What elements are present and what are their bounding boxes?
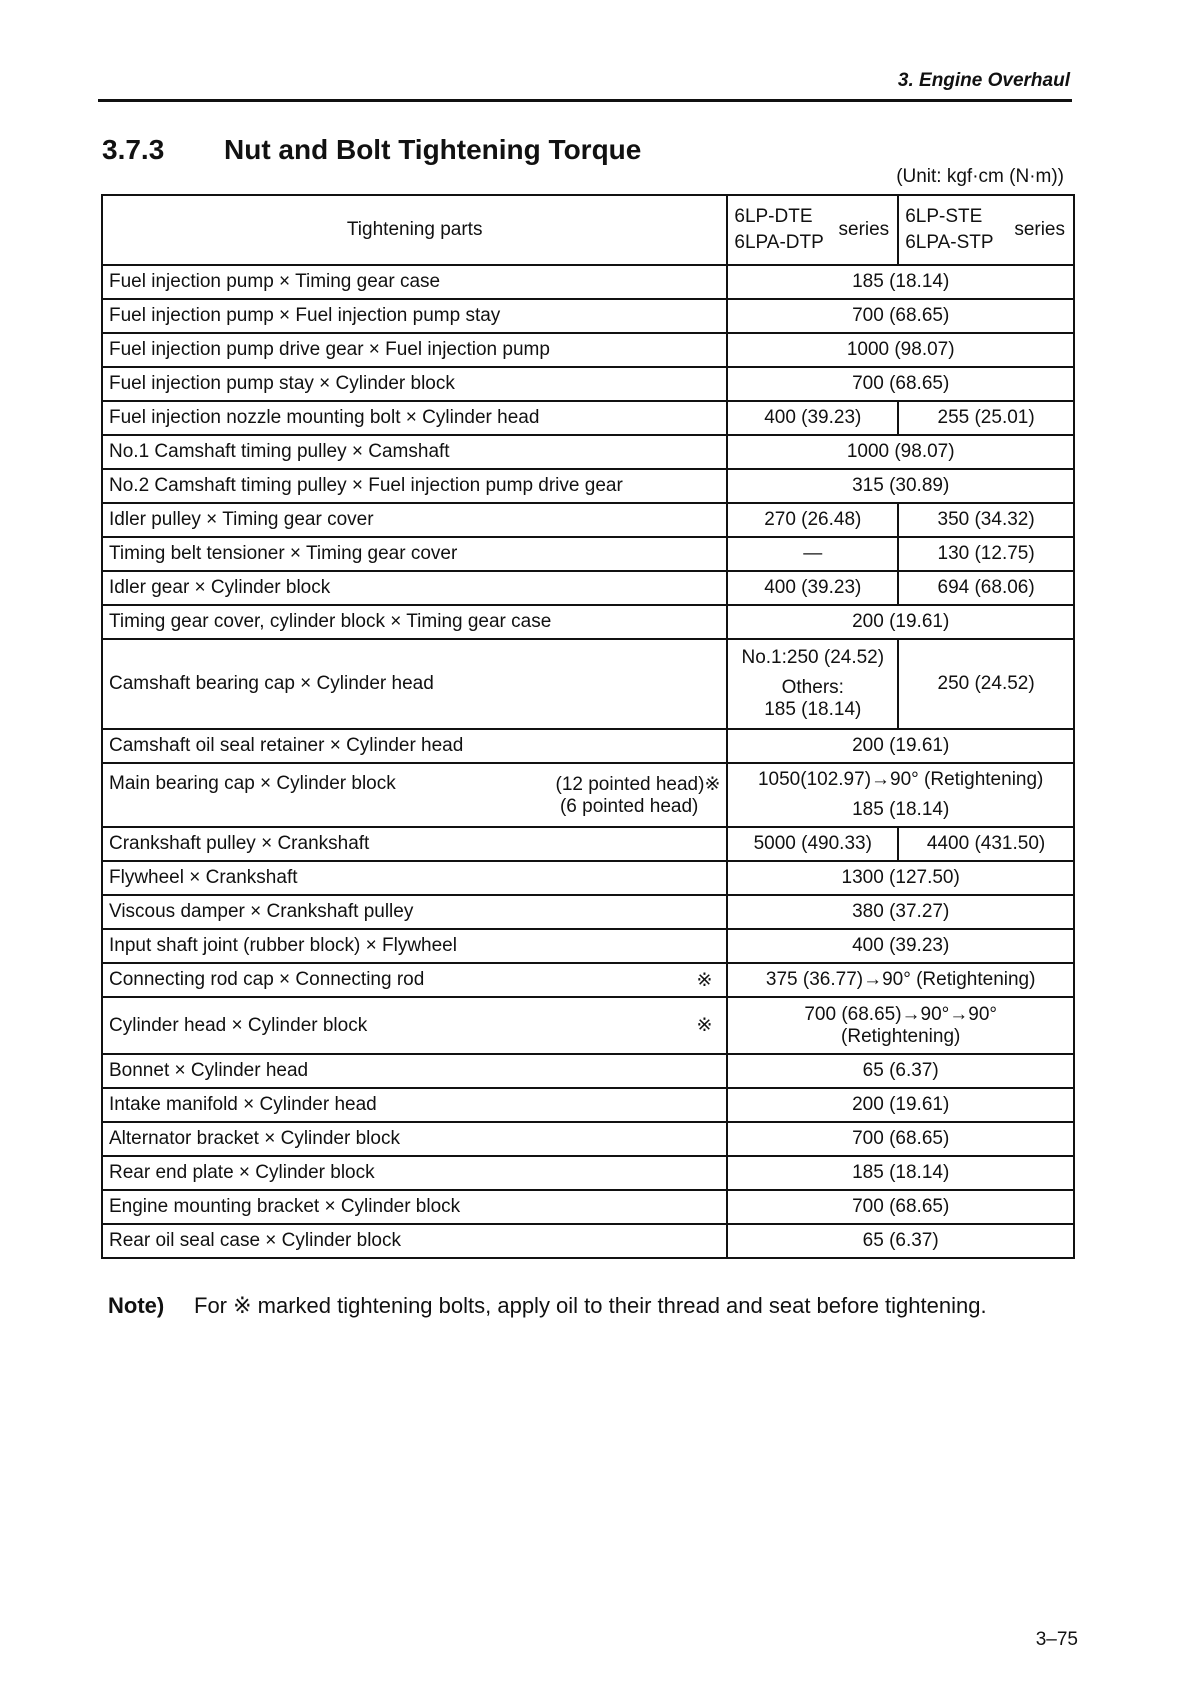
table-row [102, 503, 1074, 537]
torque-value: 185 (18.14) [727, 1156, 1074, 1190]
table-row [102, 469, 1074, 503]
table-row [102, 997, 1074, 1054]
note-label: Note) [108, 1293, 165, 1318]
part-cell: Input shaft joint (rubber block) × Flywheel [102, 929, 727, 963]
table-row [102, 895, 1074, 929]
torque-value-line1: 1050(102.97)→90° (Retightening) [757, 769, 1044, 790]
part-notes [556, 773, 721, 818]
part-cell [102, 997, 727, 1054]
torque-value-b: 250 (24.52) [898, 639, 1074, 729]
part-cell: Fuel injection pump × Timing gear case [102, 265, 727, 299]
torque-value-a: — [727, 537, 898, 571]
torque-value-a: 270 (26.48) [727, 503, 898, 537]
part-cell: Camshaft bearing cap × Cylinder head [102, 639, 727, 729]
torque-value-a: 400 (39.23) [727, 401, 898, 435]
part-name: Cylinder head × Cylinder block [109, 1014, 368, 1036]
table-row [102, 571, 1074, 605]
oil-mark: ※ [696, 1015, 713, 1036]
table-row [102, 1054, 1074, 1088]
table-row [102, 827, 1074, 861]
torque-value: 1000 (98.07) [727, 435, 1074, 469]
torque-value: 1000 (98.07) [727, 333, 1074, 367]
table-row [102, 367, 1074, 401]
section-title: Nut and Bolt Tightening Torque [224, 134, 642, 165]
table-row [102, 1088, 1074, 1122]
torque-value-b: 694 (68.06) [898, 571, 1074, 605]
table-row [102, 435, 1074, 469]
part-cell: Idler gear × Cylinder block [102, 571, 727, 605]
torque-table [101, 194, 1075, 1259]
part-cell: Engine mounting bracket × Cylinder block [102, 1190, 727, 1224]
torque-value: 200 (19.61) [727, 605, 1074, 639]
table-row [102, 729, 1074, 763]
header-series-a [727, 195, 898, 265]
part-cell: Intake manifold × Cylinder head [102, 1088, 727, 1122]
torque-value-b: 130 (12.75) [898, 537, 1074, 571]
series-a-suffix: series [838, 219, 890, 240]
part-name: Main bearing cap × Cylinder block [109, 772, 396, 794]
table-row [102, 1224, 1074, 1258]
series-a-model-1: 6LP-DTE [734, 206, 813, 227]
series-b-model-2: 6LPA-STP [905, 232, 994, 253]
part-cell: Idler pulley × Timing gear cover [102, 503, 727, 537]
torque-value [727, 763, 1074, 827]
table-row [102, 1122, 1074, 1156]
table-row [102, 639, 1074, 729]
torque-value-line2: 185 (18.14) [852, 799, 950, 820]
table-row [102, 299, 1074, 333]
torque-value [727, 997, 1074, 1054]
series-a-model-2: 6LPA-DTP [734, 232, 824, 253]
part-cell: Timing belt tensioner × Timing gear cover [102, 537, 727, 571]
torque-value: 65 (6.37) [727, 1054, 1074, 1088]
torque-value: 375 (36.77)→90° (Retightening) [727, 963, 1074, 997]
part-cell: Timing gear cover, cylinder block × Timing gear case [102, 605, 727, 639]
part-note-1: (12 pointed head)※ [555, 773, 721, 795]
unit-label: (Unit: kgf·cm (N·m)) [896, 166, 1064, 187]
torque-value: 200 (19.61) [727, 729, 1074, 763]
part-cell: Flywheel × Crankshaft [102, 861, 727, 895]
part-cell: Crankshaft pulley × Crankshaft [102, 827, 727, 861]
torque-value: 700 (68.65) [727, 1190, 1074, 1224]
torque-value: 185 (18.14) [727, 265, 1074, 299]
part-cell: Viscous damper × Crankshaft pulley [102, 895, 727, 929]
torque-value: 1300 (127.50) [727, 861, 1074, 895]
part-cell: Bonnet × Cylinder head [102, 1054, 727, 1088]
part-cell [102, 963, 727, 997]
table-row [102, 1156, 1074, 1190]
header-rule [98, 99, 1072, 102]
torque-value: 65 (6.37) [727, 1224, 1074, 1258]
oil-mark: ※ [696, 969, 713, 991]
table-row [102, 401, 1074, 435]
torque-value: 200 (19.61) [727, 1088, 1074, 1122]
torque-value-b: 350 (34.32) [898, 503, 1074, 537]
part-cell [102, 763, 727, 827]
part-cell: Rear oil seal case × Cylinder block [102, 1224, 727, 1258]
torque-value-b: 255 (25.01) [898, 401, 1074, 435]
torque-value-a-line1: No.1:250 (24.52) [741, 647, 885, 668]
part-cell: No.1 Camshaft timing pulley × Camshaft [102, 435, 727, 469]
torque-value-a: 5000 (490.33) [727, 827, 898, 861]
table-row [102, 537, 1074, 571]
torque-value: 700 (68.65) [727, 367, 1074, 401]
table-row [102, 1190, 1074, 1224]
table-row [102, 861, 1074, 895]
table-row [102, 265, 1074, 299]
part-cell: Fuel injection pump stay × Cylinder block [102, 367, 727, 401]
table-row [102, 763, 1074, 827]
torque-value-a: 400 (39.23) [727, 571, 898, 605]
table-row [102, 605, 1074, 639]
torque-value: 380 (37.27) [727, 895, 1074, 929]
torque-value: 700 (68.65) [727, 299, 1074, 333]
header-series-b [898, 195, 1074, 265]
section-number: 3.7.3 [102, 134, 165, 165]
part-cell: Rear end plate × Cylinder block [102, 1156, 727, 1190]
section-header: 3. Engine Overhaul [897, 70, 1070, 91]
part-cell: Fuel injection pump × Fuel injection pump stay [102, 299, 727, 333]
torque-value-line1: 700 (68.65)→90°→90° [804, 1003, 998, 1025]
torque-value-b: 4400 (431.50) [898, 827, 1074, 861]
page-number: 3–75 [1035, 1629, 1078, 1650]
part-cell: No.2 Camshaft timing pulley × Fuel injection pump drive gear [102, 469, 727, 503]
series-b-suffix: series [1014, 219, 1065, 240]
series-b-model-1: 6LP-STE [905, 206, 983, 227]
part-cell: Camshaft oil seal retainer × Cylinder head [102, 729, 727, 763]
part-cell: Fuel injection nozzle mounting bolt × Cylinder head [102, 401, 727, 435]
note [108, 1293, 987, 1319]
part-note-2: (6 pointed head) [559, 795, 699, 817]
torque-value-line2: (Retightening) [841, 1025, 961, 1047]
torque-value-a [727, 639, 898, 729]
header-tightening-parts: Tightening parts [102, 195, 727, 265]
torque-value: 400 (39.23) [727, 929, 1074, 963]
page-title [102, 134, 641, 166]
part-name: Connecting rod cap × Connecting rod [109, 969, 425, 990]
table-row [102, 963, 1074, 997]
table-row [102, 929, 1074, 963]
note-text: For ※ marked tightening bolts, apply oil to their thread and seat before tightening. [194, 1293, 987, 1318]
torque-value: 700 (68.65) [727, 1122, 1074, 1156]
torque-value-a-line2: Others: [781, 677, 844, 698]
table-header-row [102, 195, 1074, 265]
part-cell: Alternator bracket × Cylinder block [102, 1122, 727, 1156]
table-row [102, 333, 1074, 367]
torque-value: 315 (30.89) [727, 469, 1074, 503]
torque-value-a-line3: 185 (18.14) [764, 699, 862, 720]
part-cell: Fuel injection pump drive gear × Fuel injection pump [102, 333, 727, 367]
